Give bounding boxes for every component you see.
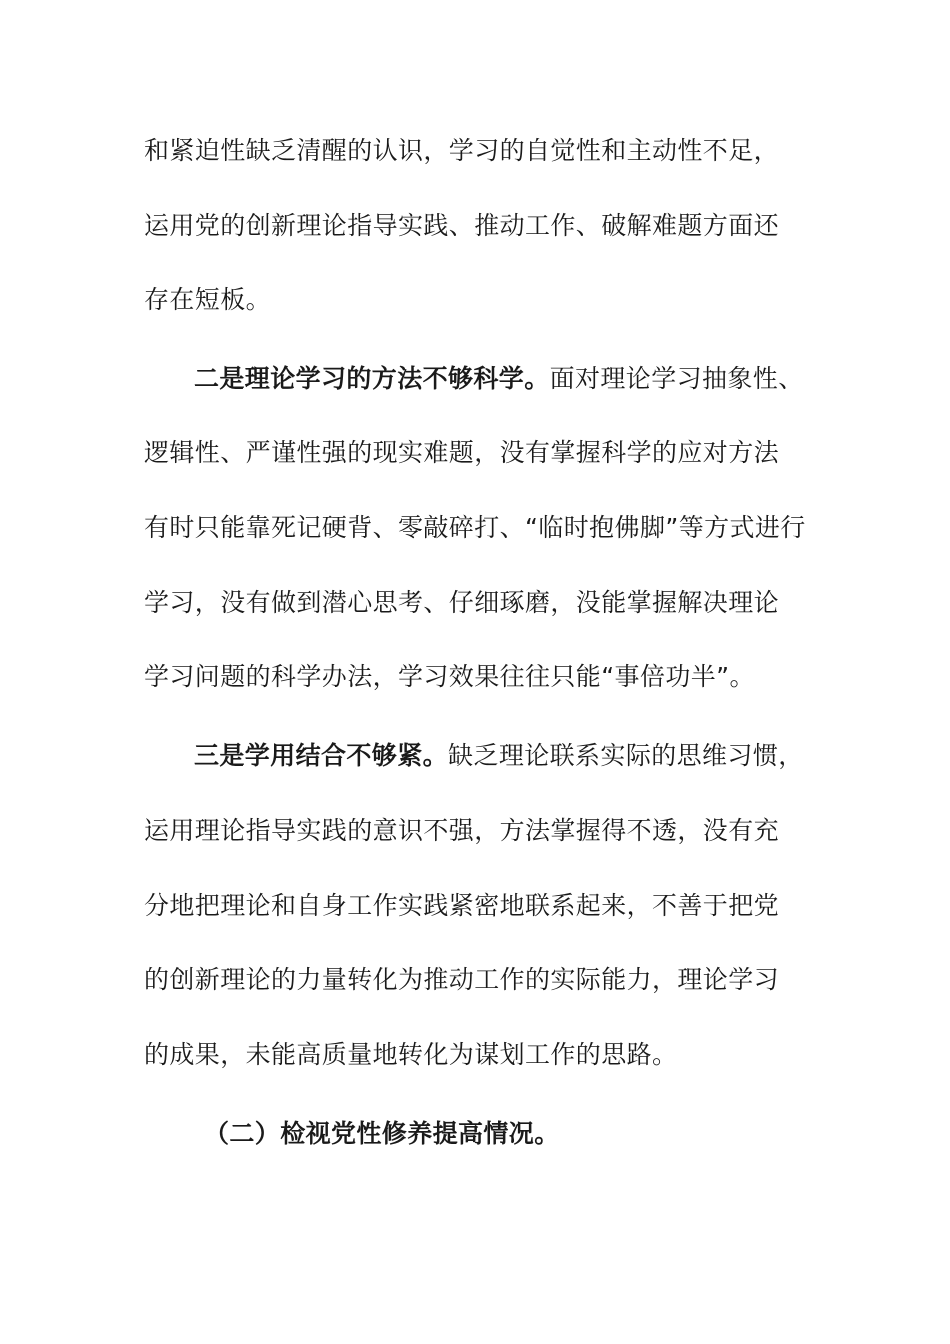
paragraph-1-line-1: 和紧迫性缺乏清醒的认识，学习的自觉性和主动性不足， [144, 136, 780, 165]
paragraph-3-line-4: 的创新理论的力量转化为推动工作的实际能力，理论学习 [144, 965, 780, 994]
paragraph-2-line-1 [194, 361, 804, 397]
paragraph-2-line-2: 逻辑性、严谨性强的现实难题，没有掌握科学的应对方法 [144, 438, 780, 467]
paragraph-1-line-2: 运用党的创新理论指导实践、推动工作、破解难题方面还 [144, 211, 780, 240]
section-heading: （二）检视党性修养提高情况。 [204, 1119, 560, 1148]
paragraph-3-lead: 三是学用结合不够紧。 [194, 741, 449, 770]
paragraph-3-line-1-rest: 缺乏理论联系实际的思维习惯， [448, 741, 804, 770]
paragraph-2-line-5: 学习问题的科学办法，学习效果往往只能“事倍功半”。 [144, 662, 755, 691]
paragraph-2-lead: 二是理论学习的方法不够科学。 [194, 364, 550, 393]
paragraph-2-line-3: 有时只能靠死记硬背、零敲碎打、“临时抱佛脚”等方式进行 [144, 513, 806, 542]
paragraph-3-line-3: 分地把理论和自身工作实践紧密地联系起来，不善于把党 [144, 891, 780, 920]
paragraph-1-line-3: 存在短板。 [144, 285, 272, 314]
paragraph-3-line-2: 运用理论指导实践的意识不强，方法掌握得不透，没有充 [144, 816, 780, 845]
paragraph-3-line-1 [194, 738, 804, 774]
paragraph-3-line-5: 的成果，未能高质量地转化为谋划工作的思路。 [144, 1040, 678, 1069]
paragraph-2-line-4: 学习，没有做到潜心思考、仔细琢磨，没能掌握解决理论 [144, 588, 780, 617]
paragraph-2-line-1-rest: 面对理论学习抽象性、 [549, 364, 804, 393]
